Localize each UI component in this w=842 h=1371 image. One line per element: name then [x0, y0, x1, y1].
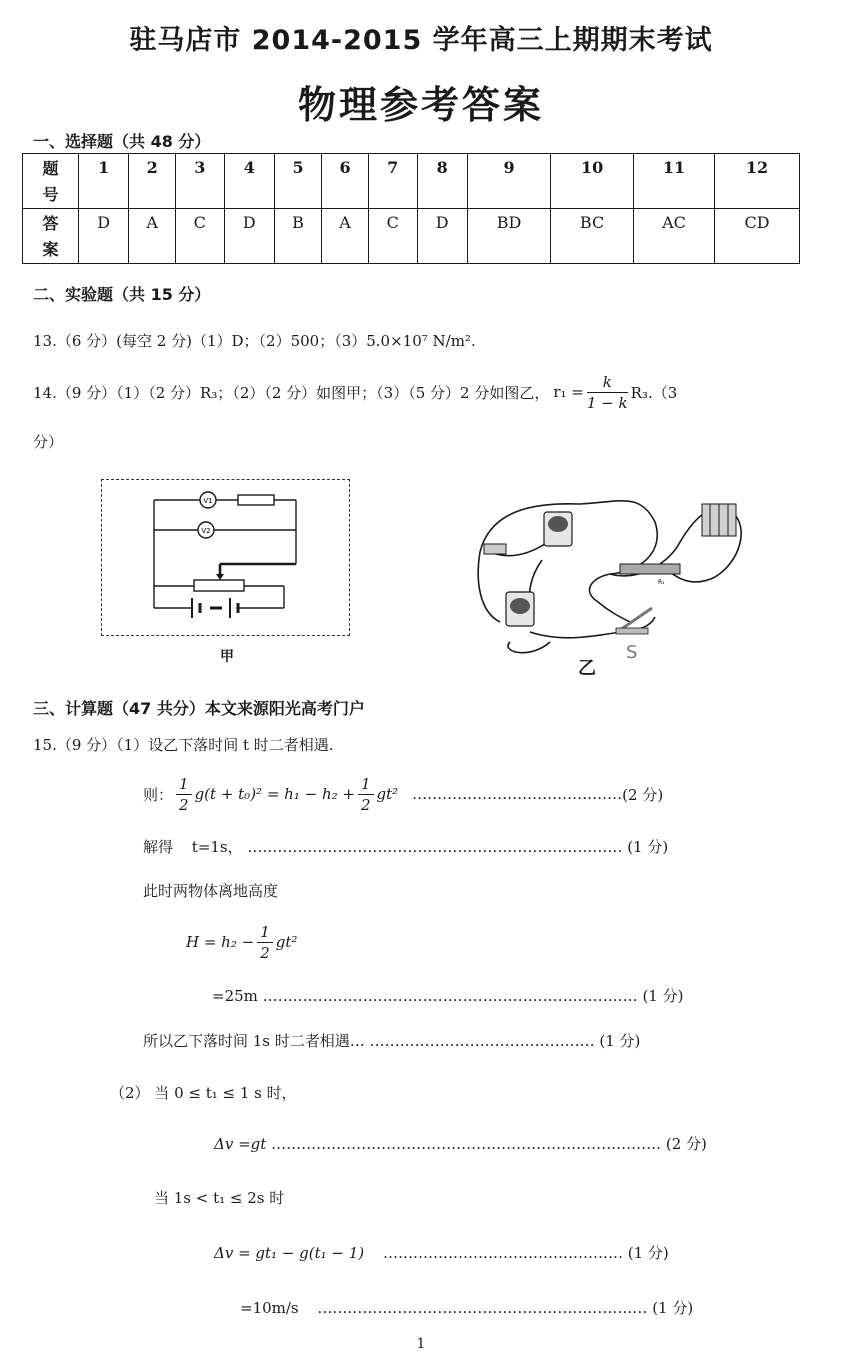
- solve-dots: …………………………………………………………………: [247, 838, 623, 856]
- eqH-tail: gt²: [275, 933, 298, 951]
- solve-line: [143, 836, 668, 857]
- question-number: 6: [322, 154, 369, 209]
- answer-cell: C: [175, 209, 224, 264]
- dv1-expr: Δv =gt: [214, 1135, 267, 1153]
- question-number: 3: [175, 154, 224, 209]
- solve-value: t=1s，: [191, 838, 243, 856]
- dv2-dots: …………………………………………: [382, 1244, 623, 1262]
- circuit-diagram-jia: [102, 480, 348, 634]
- question-number: 5: [274, 154, 321, 209]
- answer-row: [23, 209, 800, 264]
- height-text: 此时两物体离地高度: [143, 882, 279, 900]
- q14-line2: 分）: [33, 433, 64, 451]
- exam-title: 驻马店市 2014-2015 学年高三上期期末考试: [129, 25, 713, 56]
- dv2-line: [214, 1242, 669, 1263]
- page-number: 1: [416, 1336, 426, 1352]
- q14-r1: r₁ =: [553, 383, 584, 401]
- answer-cell: A: [322, 209, 369, 264]
- q14-fraction: [587, 372, 628, 413]
- exam-subtitle: 物理参考答案: [297, 83, 544, 127]
- dv2-value-dots: …………………………………………………………: [317, 1299, 648, 1317]
- solve-prefix: 解得: [143, 838, 174, 856]
- dv2-expr: Δv = gt₁ − g(t₁ − 1): [214, 1244, 365, 1262]
- solve-score: (1 分): [627, 838, 669, 856]
- height-value: =25m: [212, 987, 258, 1005]
- eq1-tail: gt²: [376, 785, 399, 803]
- q14-frac-num: k: [587, 372, 628, 393]
- row-label-question: 题 号: [23, 154, 79, 209]
- question-number: 8: [417, 154, 467, 209]
- question-number: 10: [551, 154, 634, 209]
- switch-s-label: S: [626, 642, 638, 662]
- eq1-score: (2 分): [622, 785, 664, 804]
- condition-2: 当 1s < t₁ ≤ 2s 时: [154, 1189, 285, 1207]
- answer-cell: D: [79, 209, 129, 264]
- q14-tail: R₃.（3: [630, 383, 678, 402]
- answer-cell: AC: [633, 209, 714, 264]
- height-value-line: [212, 985, 683, 1006]
- answer-cell: C: [368, 209, 417, 264]
- answer-cell: A: [129, 209, 176, 264]
- answer-cell: D: [224, 209, 274, 264]
- question-number: 1: [79, 154, 129, 209]
- question-number: 9: [467, 154, 550, 209]
- question-number: 11: [633, 154, 714, 209]
- conclusion-score: (1 分): [599, 1032, 641, 1050]
- section3-heading: 三、计算题（47 共分）本文来源阳光高考门户: [33, 699, 365, 718]
- dv2-value: =10m/s: [240, 1299, 299, 1317]
- eq1-fraction-a: $\frac{1}{2}$: [176, 774, 192, 815]
- figure-jia-frame: [101, 479, 350, 636]
- height-score: (1 分): [642, 987, 684, 1005]
- dv2-value-score: (1 分): [652, 1299, 694, 1317]
- voltmeter-v2-label: V2: [201, 527, 211, 535]
- q14-frac-den: 1 − k: [586, 393, 628, 412]
- conclusion-line: [143, 1030, 640, 1051]
- section1-heading: 一、选择题（共 48 分）: [33, 132, 211, 151]
- eqH-fraction: $\frac{1}{2}$: [257, 922, 273, 963]
- equation-1: [143, 770, 663, 818]
- q13-answer: 13.（6 分）(每空 2 分)（1）D；（2）500；（3）5.0×10⁷ N/m².: [33, 332, 476, 350]
- equation-h: [186, 918, 297, 966]
- dv2-score: (1 分): [627, 1244, 669, 1262]
- answer-cell: B: [274, 209, 321, 264]
- eq1-dots: ……………………………………: [412, 785, 623, 803]
- dv1-dots: ……………………………………………………………………: [271, 1135, 662, 1153]
- height-dots: …………………………………………………………………: [262, 987, 638, 1005]
- rheostat-r1-label: R₁: [658, 579, 665, 586]
- conclusion-text: 所以乙下落时间 1s 时二者相遇…: [143, 1032, 365, 1050]
- voltmeter-v1-label: V1: [203, 497, 213, 505]
- question-number: 12: [715, 154, 800, 209]
- eq1-mid: g(t + t₀)² = h₁ − h₂ +: [194, 785, 355, 803]
- answer-cell: BC: [551, 209, 634, 264]
- answer-cell: D: [417, 209, 467, 264]
- part2-condition: （2） 当 0 ≤ t₁ ≤ 1 s 时，: [110, 1084, 297, 1102]
- section2-heading: 二、实验题（共 15 分）: [33, 285, 211, 304]
- q15-intro: 15.（9 分）（1）设乙下落时间 t 时二者相遇.: [33, 736, 334, 754]
- question-number: 7: [368, 154, 417, 209]
- figure-jia-caption: 甲: [220, 649, 234, 665]
- figure-yi-caption: 乙: [578, 658, 596, 679]
- q14-answer: [33, 368, 677, 416]
- eq1-prefix: 则：: [143, 785, 174, 804]
- eq1-fraction-b: $\frac{1}{2}$: [358, 774, 374, 815]
- conclusion-dots: ………………………………………: [369, 1032, 595, 1050]
- row-label-answer: 答 案: [23, 209, 79, 264]
- question-number: 4: [224, 154, 274, 209]
- wiring-diagram-yi: [470, 482, 760, 662]
- q14-text: 14.（9 分）（1）（2 分）R₃；（2）（2 分）如图甲；（3）（5 分）2 分如图乙，: [33, 383, 550, 402]
- dv1-line: [214, 1133, 707, 1154]
- answer-table: [22, 153, 800, 264]
- eqH-left: H = h₂ −: [186, 933, 255, 951]
- dv1-score: (2 分): [665, 1135, 707, 1153]
- dv2-value-line: [240, 1297, 693, 1318]
- question-number: 2: [129, 154, 176, 209]
- question-number-row: [23, 154, 800, 209]
- answer-cell: BD: [467, 209, 550, 264]
- answer-cell: CD: [715, 209, 800, 264]
